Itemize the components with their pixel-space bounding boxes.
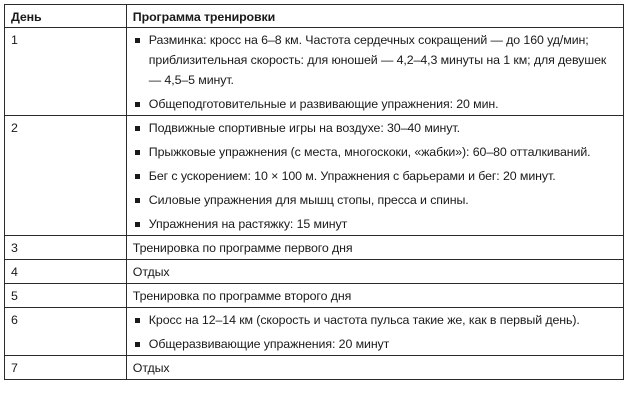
table-row: [5, 308, 624, 356]
square-bullet-icon: [135, 318, 140, 323]
program-cell: Тренировка по программе второго дня: [126, 284, 623, 308]
list-item-text: Разминка: кросс на 6–8 км. Частота сердечных сокращений — до 160 уд/мин; приблизительная скорость: для юношей — 4,2–4,3 минуты на 1 км; для девушек — 4,5–5 минут.: [148, 33, 607, 87]
program-list: [133, 310, 617, 354]
program-cell: Отдых: [126, 260, 623, 284]
list-item: [133, 190, 617, 210]
table-row: [5, 260, 624, 284]
training-table: [4, 4, 624, 380]
day-cell: 3: [5, 236, 127, 260]
list-item-text: Кросс на 12–14 км (скорость и частота пульса такие же, как в первый день).: [148, 313, 580, 327]
program-cell: Отдых: [126, 356, 623, 380]
table-row: [5, 116, 624, 236]
header-day: День: [5, 5, 127, 28]
table-header-row: [5, 5, 624, 28]
table-row: [5, 284, 624, 308]
list-item-text: Подвижные спортивные игры на воздухе: 30–40 минут.: [148, 121, 460, 135]
list-item: [133, 214, 617, 234]
square-bullet-icon: [135, 222, 140, 227]
table-row: [5, 236, 624, 260]
square-bullet-icon: [135, 342, 140, 347]
list-item-text: Прыжковые упражнения (с места, многоскоки, «жабки»): 60–80 отталкиваний.: [148, 145, 591, 159]
list-item-text: Общеподготовительные и развивающие упражнения: 20 мин.: [148, 97, 499, 111]
day-cell: 4: [5, 260, 127, 284]
list-item: [133, 118, 617, 138]
square-bullet-icon: [135, 126, 140, 131]
square-bullet-icon: [135, 150, 140, 155]
program-cell: [126, 28, 623, 116]
square-bullet-icon: [135, 102, 140, 107]
day-cell: 5: [5, 284, 127, 308]
day-cell: 1: [5, 28, 127, 116]
table-row: [5, 28, 624, 116]
list-item: [133, 30, 617, 90]
square-bullet-icon: [135, 174, 140, 179]
list-item: [133, 310, 617, 330]
program-cell: [126, 308, 623, 356]
list-item-text: Общеразвивающие упражнения: 20 минут: [148, 337, 390, 351]
list-item-text: Упражнения на растяжку: 15 минут: [148, 217, 348, 231]
program-list: [133, 30, 617, 114]
square-bullet-icon: [135, 198, 140, 203]
program-cell: Тренировка по программе первого дня: [126, 236, 623, 260]
program-list: [133, 118, 617, 234]
table-row: [5, 356, 624, 380]
day-cell: 7: [5, 356, 127, 380]
day-cell: 6: [5, 308, 127, 356]
square-bullet-icon: [135, 38, 140, 43]
table-body: [5, 28, 624, 380]
list-item: [133, 94, 617, 114]
day-cell: 2: [5, 116, 127, 236]
list-item: [133, 142, 617, 162]
list-item-text: Бег с ускорением: 10 × 100 м. Упражнения с барьерами и бег: 20 минут.: [148, 169, 556, 183]
program-cell: [126, 116, 623, 236]
list-item: [133, 334, 617, 354]
list-item: [133, 166, 617, 186]
list-item-text: Силовые упражнения для мышц стопы, пресса и спины.: [148, 193, 469, 207]
header-program: Программа тренировки: [126, 5, 623, 28]
